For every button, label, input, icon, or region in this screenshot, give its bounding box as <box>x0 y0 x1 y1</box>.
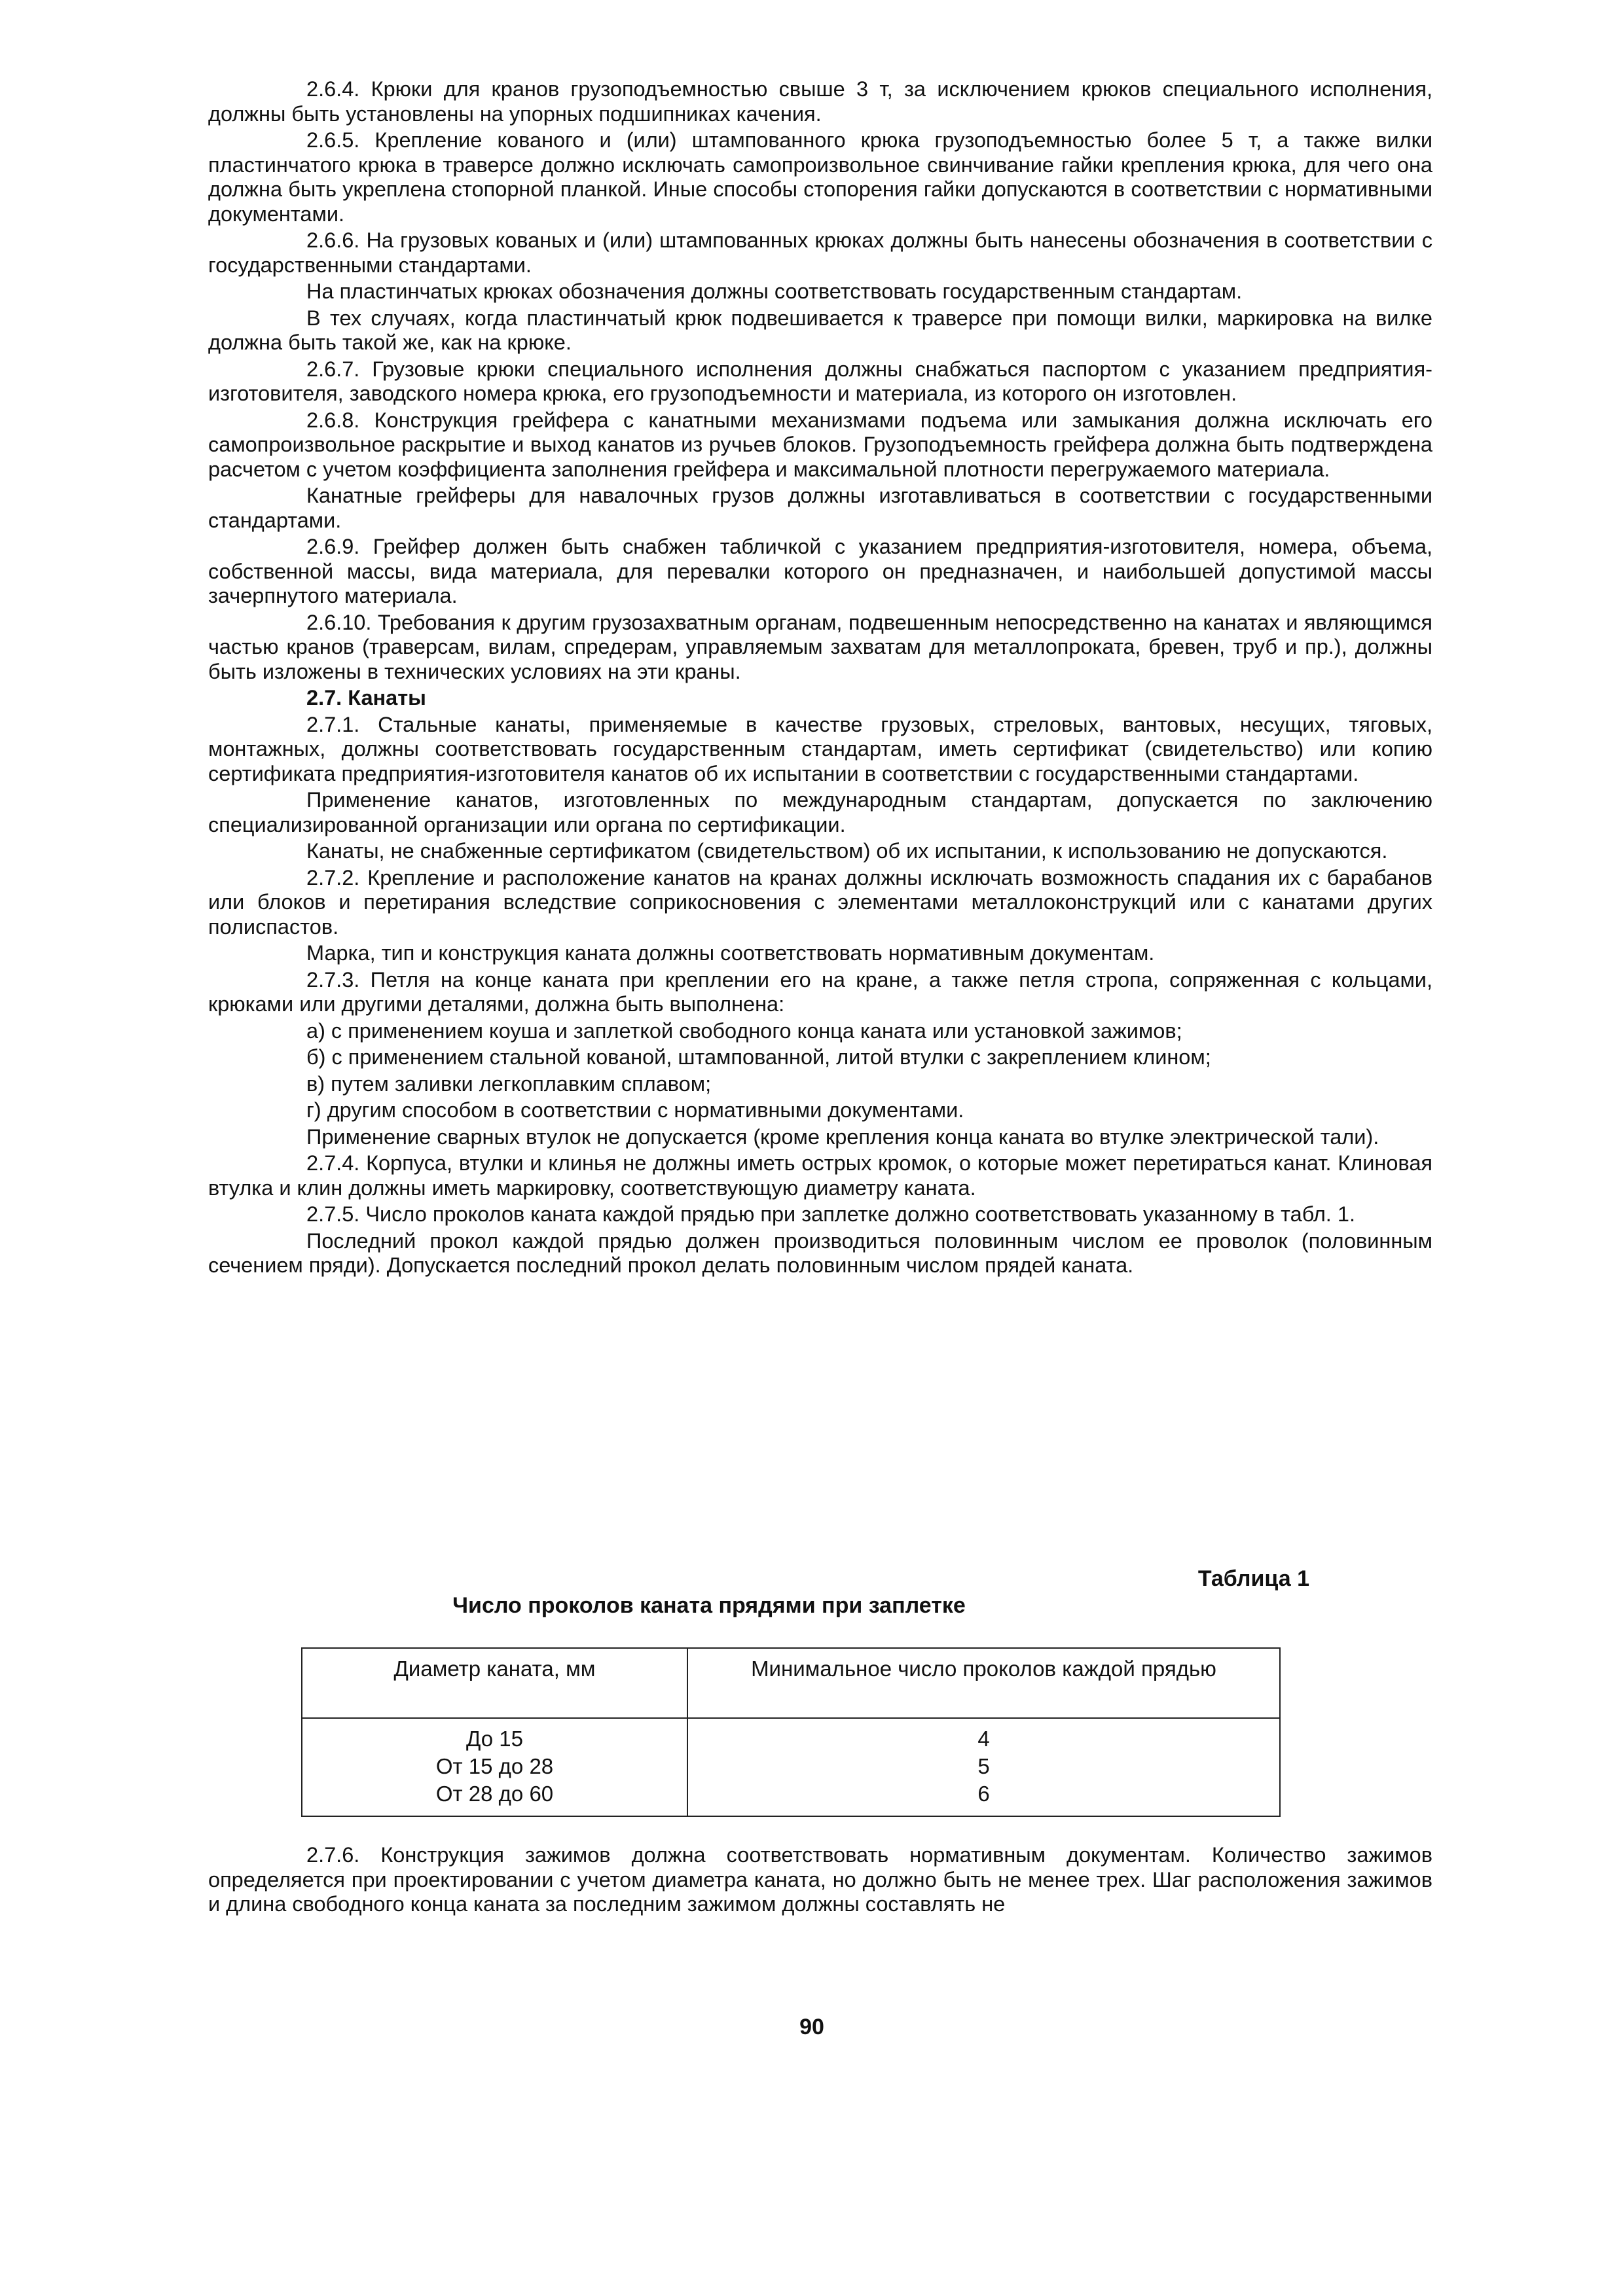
paragraph-2-6-10: 2.6.10. Требования к другим грузозахватным органам, подвешенным непосредственно на канатах и являющимся частью кранов (траверсам, вилам, спредерам, управляемым захватам для металлопроката, бревен, труб и пр.), должны быть изложены в технических условиях на эти краны. <box>208 610 1432 683</box>
paragraph-2-6-9: 2.6.9. Грейфер должен быть снабжен табличкой с указанием предприятия-изготовителя, номера, объема, собственной массы, вида материала, для перевалки которого он предназначен, и наибольшей допустимой массы зачерпнутого материала. <box>208 535 1432 607</box>
paragraph: В тех случаях, когда пластинчатый крюк подвешивается к траверсе при помощи вилки, маркировка на вилке должна быть такой же, как на крюке. <box>208 306 1432 354</box>
list-item: б) с применением стальной кованой, штампованной, литой втулки с закреплением клином; <box>306 1045 1211 1069</box>
paragraph-2-6-6: 2.6.6. На грузовых кованых и (или) штампованных крюках должны быть нанесены обозначения в соответствии с государственными стандартами. <box>208 228 1432 277</box>
table-cell: От 28 до 60 <box>435 1782 554 1806</box>
table-cell-punctures <box>687 1718 1280 1816</box>
paragraph: Канаты, не снабженные сертификатом (свидетельством) об их испытании, к использованию не допускаются. <box>306 839 1388 863</box>
list-item: в) путем заливки легкоплавким сплавом; <box>306 1071 712 1096</box>
paragraph-2-6-5: 2.6.5. Крепление кованого и (или) штампованного крюка грузоподъемностью более 5 т, а также вилки пластинчатого крюка в траверсе должно исключать самопроизвольное свинчивание гайки крепления крюка, для чего она должна быть укреплена стопорной планкой. Иные способы стопорения гайки допускаются в соответствии с нормативными документами. <box>208 128 1432 226</box>
paragraph-2-7-2: 2.7.2. Крепление и расположение канатов на кранах должны исключать возможность спадания их с барабанов или блоков и перетирания вследствие соприкосновения с элементами металлоконструкций или с канатами других полиспастов. <box>208 865 1432 939</box>
splice-table <box>301 1647 1281 1817</box>
paragraph-2-7-1: 2.7.1. Стальные канаты, применяемые в качестве грузовых, стреловых, вантовых, несущих, тяговых, монтажных, должны соответствовать государственным стандартам, иметь сертификат (свидетельство) или копию сертификата предприятия-изготовителя канатов об их испытании в соответствии с государственными стандартами. <box>208 712 1432 785</box>
paragraph: Применение канатов, изготовленных по международным стандартам, допускается по заключению специализированной организации или органа по сертификации. <box>208 788 1432 836</box>
table-number: Таблица 1 <box>1197 1566 1309 1591</box>
list-item: г) другим способом в соответствии с нормативными документами. <box>306 1098 964 1122</box>
paragraph-2-7-3: 2.7.3. Петля на конце каната при креплении его на кране, а также петля стропа, сопряженная с кольцами, крюками или другими деталями, должна быть выполнена: <box>208 967 1432 1016</box>
table-cell: 5 <box>977 1754 990 1778</box>
paragraph-2-7-6-container <box>208 1843 1432 1919</box>
paragraph-2-6-8: 2.6.8. Конструкция грейфера с канатными механизмами подъема или замыкания должна исключать его самопроизвольное раскрытие и выход канатов из ручьев блоков. Грузоподъемность грейфера должна быть подтверждена расчетом с учетом коэффициента заполнения грейфера и максимальной плотности перегружаемого материала. <box>208 408 1432 481</box>
paragraph-2-6-7: 2.6.7. Грузовые крюки специального исполнения должны снабжаться паспортом с указанием предприятия-изготовителя, заводского номера крюка, его грузоподъемности и материала, из которого он изготовлен. <box>208 357 1432 405</box>
section-heading-2-7: 2.7. Канаты <box>306 686 426 709</box>
list-item: а) с применением коуша и заплеткой свободного конца каната или установкой зажимов; <box>306 1018 1182 1043</box>
paragraph: Последний прокол каждой прядью должен производиться половинным числом ее проволок (половинным сечением пряди). Допускается последний прокол делать половинным числом прядей каната. <box>208 1229 1432 1277</box>
table-cell: От 15 до 28 <box>435 1754 554 1778</box>
table-cell-diameters <box>302 1718 687 1816</box>
paragraph-2-7-4: 2.7.4. Корпуса, втулки и клинья не должны иметь острых кромок, о которые может перетираться канат. Клиновая втулка и клин должны иметь маркировку, соответствующую диаметру каната. <box>208 1151 1432 1200</box>
table-cell: До 15 <box>466 1727 523 1751</box>
table-header-cell: Минимальное число проколов каждой прядью <box>687 1648 1280 1718</box>
paragraph: Канатные грейферы для навалочных грузов должны изготавливаться в соответствии с государственными стандартами. <box>208 484 1432 532</box>
paragraph-2-7-6: 2.7.6. Конструкция зажимов должна соответствовать нормативным документам. Количество зажимов определяется при проектировании с учетом диаметра каната, но должно быть не менее трех. Шаг расположения зажимов и длина свободного конца каната за последним зажимом должны составлять не <box>208 1843 1432 1916</box>
table-cell: 4 <box>977 1727 990 1751</box>
table-caption: Число проколов каната прядями при заплетке <box>452 1593 966 1618</box>
body-text <box>208 77 1432 1280</box>
table-cell: 6 <box>977 1782 990 1806</box>
table-header-row <box>302 1648 1280 1718</box>
page-number: 90 <box>799 2015 824 2039</box>
paragraph: Марка, тип и конструкция каната должны соответствовать нормативным документам. <box>306 941 1155 965</box>
table-row <box>302 1718 1280 1816</box>
paragraph-2-7-5: 2.7.5. Число проколов каната каждой прядью при заплетке должно соответствовать указанному в табл. 1. <box>306 1202 1355 1226</box>
paragraph: На пластинчатых крюках обозначения должны соответствовать государственным стандартам. <box>306 279 1243 303</box>
paragraph-2-6-4: 2.6.4. Крюки для кранов грузоподъемностью свыше 3 т, за исключением крюков специального исполнения, должны быть установлены на упорных подшипниках качения. <box>208 77 1432 126</box>
paragraph: Применение сварных втулок не допускается (кроме крепления конца каната во втулке электрической тали). <box>306 1124 1379 1149</box>
table-header-cell: Диаметр каната, мм <box>302 1648 687 1718</box>
